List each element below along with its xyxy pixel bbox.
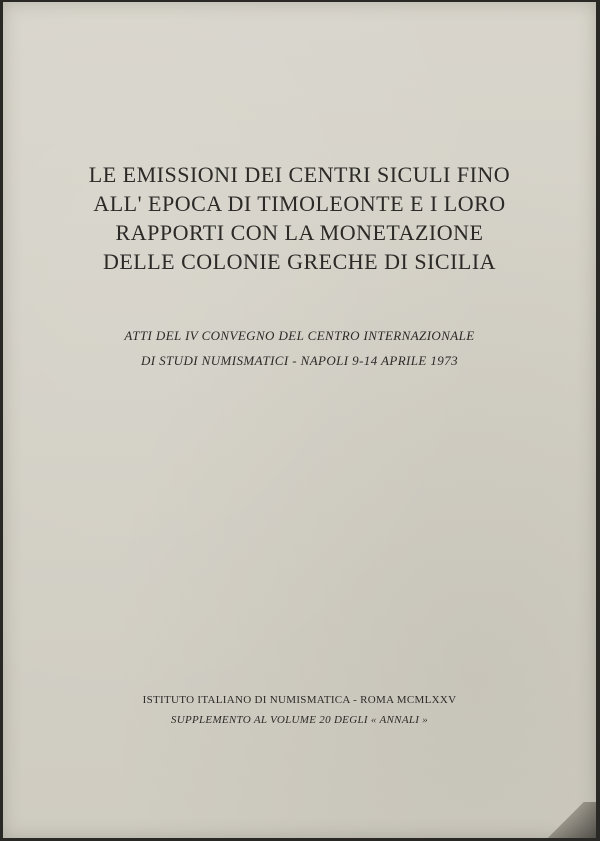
book-subtitle (3, 323, 596, 373)
subtitle-line: DI STUDI NUMISMATICI - NAPOLI 9-14 APRILE 1973 (140, 353, 458, 368)
book-title (3, 160, 596, 276)
publisher-block (3, 690, 596, 730)
publisher-name: ISTITUTO ITALIANO DI NUMISMATICA - ROMA MCMLXXV (142, 694, 457, 706)
subtitle-line: ATTI DEL IV CONVEGNO DEL CENTRO INTERNAZIONALE (124, 328, 475, 343)
supplement-note: SUPPLEMENTO AL VOLUME 20 DEGLI « ANNALI » (170, 714, 429, 726)
title-line: RAPPORTI CON LA MONETAZIONE (115, 220, 484, 245)
title-line: ALL' EPOCA DI TIMOLEONTE E I LORO (93, 191, 506, 216)
book-cover (3, 2, 596, 838)
title-line: LE EMISSIONI DEI CENTRI SICULI FINO (88, 162, 511, 187)
title-line: DELLE COLONIE GRECHE DI SICILIA (102, 249, 497, 274)
